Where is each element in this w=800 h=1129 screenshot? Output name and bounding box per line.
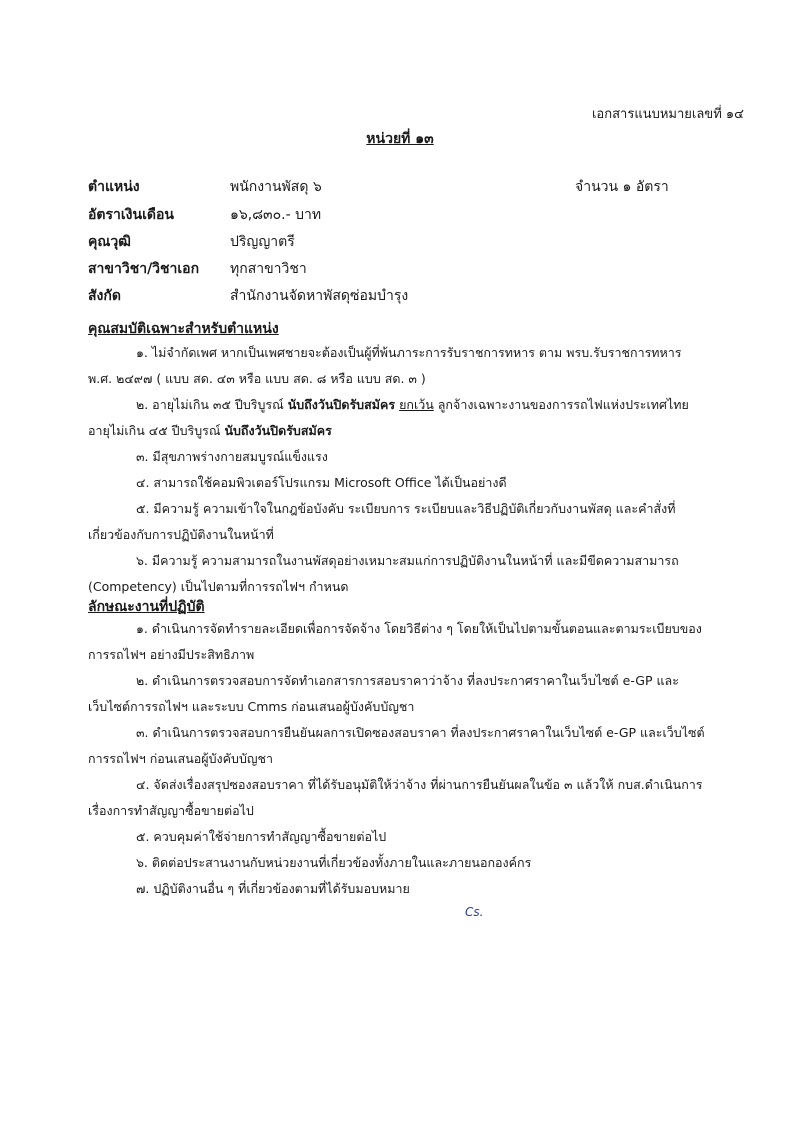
qualification-2-age: ๒. อายุไม่เกิน ๓๕ ปีบริบูรณ์ [136,397,288,412]
duty-5: ๕. ควบคุมค่าใช้จ่ายการทำสัญญาซื้อขายต่อไป [136,829,387,844]
unit-title [0,128,800,150]
duties-heading: ลักษณะงานที่ปฏิบัติ [88,599,205,615]
qualifications-list [88,340,748,600]
salary-value: ๑๖,๘๓๐.- บาท [230,207,322,223]
qualification-6-line-2: (Competency) เป็นไปตามที่การรถไฟฯ กำหนด [88,579,349,594]
qualification-2-deadline: นับถึงวันปิดรับสมัคร [287,397,396,412]
department-value: สำนักงานจัดหาพัสดุซ่อมบำรุง [230,288,409,304]
qualification-4: ๔. สามารถใช้คอมพิวเตอร์โปรแกรม Microsoft Office ได้เป็นอย่างดี [136,475,507,490]
unit-title-text: หน่วยที่ ๑๓ [366,131,434,147]
qualification-2-except: ยกเว้น [399,397,434,412]
qualification-2-line-1 [88,392,748,418]
duties-list [88,616,748,902]
major-label: สาขาวิชา/วิชาเอก [88,261,200,277]
duty-7: ๗. ปฏิบัติงานอื่น ๆ ที่เกี่ยวข้องตามที่ได้รับมอบหมาย [136,881,410,896]
duty-2-line-1: ๒. ดำเนินการตรวจสอบการจัดทำเอกสารการสอบราคาว่าจ้าง ที่ลงประกาศราคาในเว็บไซต์ e-GP และ [136,673,679,688]
attachment-reference: เอกสารแนบหมายเลขที่ ๑๔ [591,107,744,122]
qualification-5-line-1: ๕. มีความรู้ ความเข้าใจในกฎข้อบังคับ ระเบียบการ ระเบียบและวิธีปฏิบัติเกี่ยวกับงานพัสดุ และคำสั่งที่ [136,501,676,516]
duty-2-line-2: เว็บไซต์การรถไฟฯ และระบบ Cmms ก่อนเสนอผู้บังคับบัญชา [88,699,415,714]
signature-initials: Cs. [465,905,484,919]
position-label: ตำแหน่ง [88,179,140,195]
duty-4-line-1: ๔. จัดส่งเรื่องสรุปซองสอบราคา ที่ได้รับอนุมัติให้ว่าจ้าง ที่ผ่านการยืนยันผลในข้อ ๓ แล้วให้ กบส.ดำเนินการ [136,777,703,792]
duty-1-line-1: ๑. ดำเนินการจัดทำรายละเอียดเพื่อการจัดจ้าง โดยวิธีต่าง ๆ โดยให้เป็นไปตามขั้นตอนและตามระเบียบของ [136,621,702,636]
department-label: สังกัด [88,288,121,304]
qualification-2-employee: ลูกจ้างเฉพาะงานของการรถไฟแห่งประเทศไทย [433,397,689,412]
major-value: ทุกสาขาวิชา [230,261,307,277]
qualification-2-line-2 [88,418,748,444]
duty-4-line-2: เรื่องการทำสัญญาซื้อขายต่อไป [88,803,254,818]
duty-3-line-1: ๓. ดำเนินการตรวจสอบการยืนยันผลการเปิดซองสอบราคา ที่ลงประกาศราคาในเว็บไซต์ e-GP และเว็บไซต์ [136,725,705,740]
position-count: จำนวน ๑ อัตรา [575,179,669,195]
duty-1-line-2: การรถไฟฯ อย่างมีประสิทธิภาพ [88,647,255,662]
qualification-2-age-limit: อายุไม่เกิน ๔๕ ปีบริบูรณ์ [88,423,225,438]
qualification-1-line-2: พ.ศ. ๒๔๙๗ ( แบบ สด. ๔๓ หรือ แบบ สด. ๘ หรือ แบบ สด. ๓ ) [88,371,426,386]
qualification-5-line-2: เกี่ยวข้องกับการปฏิบัติงานในหน้าที่ [88,527,274,542]
degree-label: คุณวุฒิ [88,234,131,250]
duty-3-line-2: การรถไฟฯ ก่อนเสนอผู้บังคับบัญชา [88,751,274,766]
qualification-3: ๓. มีสุขภาพร่างกายสมบูรณ์แข็งแรง [136,449,328,464]
position-value: พนักงานพัสดุ ๖ [230,179,322,195]
duty-6: ๖. ติดต่อประสานงานกับหน่วยงานที่เกี่ยวข้องทั้งภายในและภายนอกองค์กร [136,855,532,870]
qualification-1-line-1: ๑. ไม่จำกัดเพศ หากเป็นเพศชายจะต้องเป็นผู้ที่พ้นภาระการรับราชการทหาร ตาม พรบ.รับราชการทหาร [136,345,682,360]
salary-label: อัตราเงินเดือน [88,207,174,223]
qualifications-heading: คุณสมบัติเฉพาะสำหรับตำแหน่ง [88,321,279,337]
qualification-2-deadline-2: นับถึงวันปิดรับสมัคร [224,423,332,438]
qualification-6-line-1: ๖. มีความรู้ ความสามารถในงานพัสดุอย่างเหมาะสมแก่การปฏิบัติงานในหน้าที่ และมีขีดความสามารถ [136,553,679,568]
degree-value: ปริญญาตรี [230,234,295,250]
